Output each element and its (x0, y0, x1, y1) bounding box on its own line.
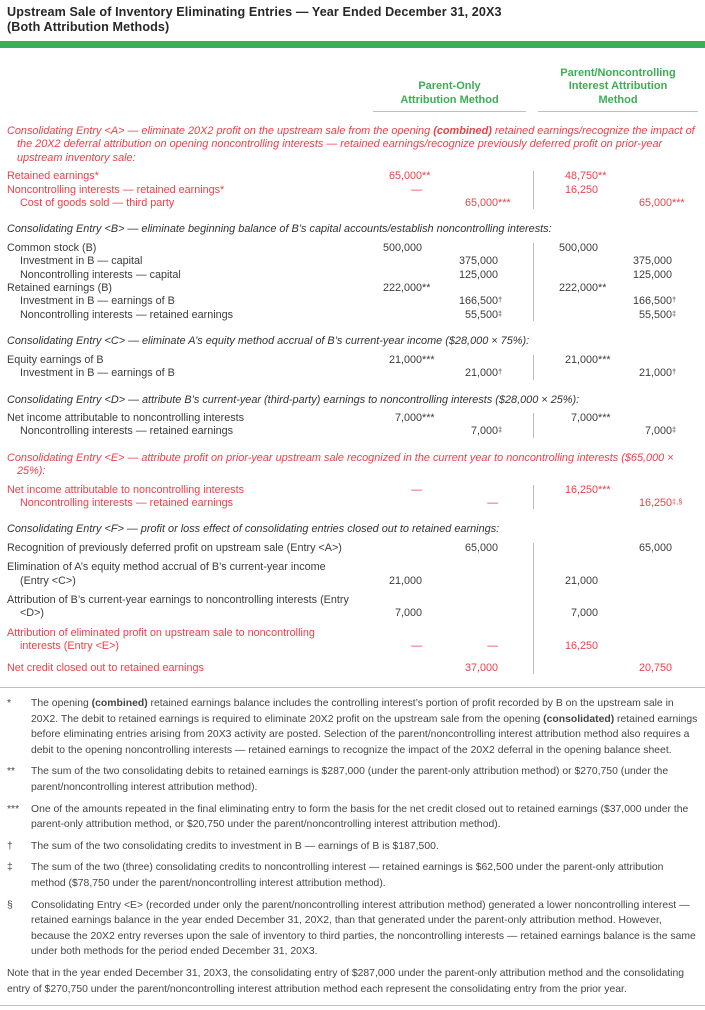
footnote-mark: † (498, 295, 503, 305)
page-title (7, 5, 698, 35)
header-line: Attribution Method (400, 93, 499, 106)
entry-row (7, 170, 698, 183)
amount-value: 166,500 † (458, 295, 503, 308)
amount-value: 7,000 *** (570, 411, 611, 424)
amount-c1 (352, 640, 422, 653)
amount-c2 (422, 197, 511, 210)
account-label: Investment in B — earnings of B (20, 295, 175, 308)
footnote-symbol: ‡ (7, 862, 13, 874)
amount-c4 (598, 269, 672, 282)
text-segment: retained earnings/recognize the impact of the 20X2 deferral attribution on opening noncontrolling interests — retained earnings/recognize previously deferred profit on prior-year upstream inventory sale: (17, 125, 695, 164)
amount-value: 7,000 (570, 607, 598, 620)
amount-value: 37,000 (464, 661, 498, 674)
entry-row (7, 594, 698, 621)
text-segment: Consolidating Entry <A> — eliminate 20X2 profit on the upstream sale from the opening (7, 125, 434, 137)
amount-c4 (598, 367, 677, 380)
amount-c2 (422, 255, 498, 268)
entry-row (7, 354, 698, 367)
header-line: Parent/Noncontrolling (560, 66, 676, 79)
entry-section-E (7, 452, 698, 511)
entry-row (7, 242, 698, 255)
entry-row (7, 197, 698, 210)
text-segment: Consolidating Entry <B> — eliminate beginning balance of B’s capital accounts/establish noncontrolling interests: (7, 223, 552, 236)
footnote-mark: *** (422, 411, 435, 424)
amount-value: 16,250 *** (564, 483, 611, 496)
amount-c1 (352, 607, 422, 620)
footnote-* (7, 696, 698, 758)
text-segment: Consolidating Entry <C> — eliminate A’s equity method accrual of B’s current-year income ($28,000 × 75%): (7, 335, 530, 348)
entry-section-B (7, 223, 698, 322)
amount-value: — (411, 640, 422, 653)
amount-c2 (422, 542, 498, 555)
footnote-** (7, 764, 698, 795)
amount-value: 65,000 *** (638, 197, 685, 210)
footnote-§ (7, 898, 698, 960)
entry-row (7, 561, 698, 588)
amount-c1 (352, 575, 422, 588)
footnote-symbol: † (7, 840, 13, 852)
account-label: Attribution of eliminated profit on upstream sale to noncontrolling interests (Entry <E>) (7, 626, 315, 653)
amount-c3 (533, 640, 598, 653)
entry-section-F (7, 523, 698, 675)
entry-section-C (7, 335, 698, 380)
entry-row (7, 282, 698, 295)
footnote-mark: ** (598, 170, 607, 183)
amount-c1 (352, 282, 431, 295)
footnote-mark: ** (598, 282, 607, 295)
account-label: Noncontrolling interests — retained earnings (20, 308, 234, 321)
amount-c1 (352, 184, 422, 197)
text-segment: Consolidating Entry <E> — attribute profit on prior-year upstream sale recognized in the current year to noncontrolling interests ($65,000 × 25%): (7, 451, 674, 478)
amount-value: 500,000 (558, 241, 598, 254)
entry-section-A (7, 125, 698, 210)
amount-c4 (598, 662, 672, 675)
entry-row (7, 425, 698, 438)
entry-row (7, 412, 698, 425)
amount-value: 48,750 ** (564, 170, 607, 183)
text-segment: (consolidated) (543, 713, 615, 725)
amount-value: 7,000 *** (394, 411, 435, 424)
amount-c2 (422, 269, 498, 282)
section-heading-C (7, 335, 698, 348)
amount-c2 (422, 367, 503, 380)
footnote-text (31, 860, 698, 891)
footnote-mark: † (672, 295, 677, 305)
account-label: Elimination of A’s equity method accrual of B’s current-year income (Entry <C>) (7, 561, 326, 587)
account-label: Equity earnings of B (7, 353, 104, 366)
amount-c3 (533, 170, 607, 183)
amount-c3 (533, 242, 598, 255)
section-heading-D (7, 394, 698, 407)
amount-c1 (352, 170, 431, 183)
header-parent-only-method (373, 80, 526, 112)
footnote-*** (7, 802, 698, 833)
text-segment: Consolidating Entry <D> — attribute B’s current-year (third-party) earnings to noncontrolling interests ($28,000 × 25%): (7, 393, 580, 406)
amount-value: 16,250 (564, 183, 598, 196)
amount-value: — (411, 183, 422, 196)
footnotes (0, 687, 705, 960)
footnote-mark: *** (498, 197, 511, 210)
footnote-mark: ** (422, 282, 431, 295)
footnote-mark: ** (422, 170, 431, 183)
entry-row (7, 309, 698, 322)
section-heading-B (7, 223, 698, 236)
amount-value: — (487, 640, 498, 653)
amount-c4 (598, 308, 677, 322)
account-label: Cost of goods sold — third party (20, 197, 175, 210)
text-segment: Consolidating Entry <E> (recorded under only the parent/noncontrolling interest attribution method) generated a lower noncontrolling interest — retained earnings balance in the year ended December 31, 20X2, than that generated under the parent-only attribution method. However, because the 20X2 entry reverses upon the sale of inventory to third parties, the noncontrolling interests — retained earnings balance is the same under both methods for the period ended December 31, 20X3. (31, 899, 696, 958)
amount-value: 166,500 † (632, 295, 677, 308)
text-segment: The sum of the two consolidating credits to investment in B — earnings of B is $187,500. (31, 840, 439, 852)
footnote-‡ (7, 860, 698, 891)
amount-value: 21,000 † (464, 367, 503, 380)
account-label: Retained earnings* (7, 170, 99, 183)
footnote-mark: ‡,§ (672, 496, 683, 506)
text-segment: (combined) (433, 125, 492, 137)
account-label: Common stock (B) (7, 241, 97, 254)
consolidating-entries (7, 125, 698, 675)
text-segment: The sum of the two consolidating debits to retained earnings is $287,000 (under the parent-only attribution method) or $270,750 (under the parent/noncontrolling interest attribution method). (31, 766, 669, 793)
account-label: Recognition of previously deferred profit on upstream sale (Entry <A>) (7, 541, 342, 554)
account-label: Net income attributable to noncontrolling interests (7, 483, 245, 496)
amount-c4 (598, 425, 677, 438)
amount-value: — (411, 483, 422, 496)
amount-c2 (422, 295, 503, 308)
footnote-mark: † (498, 367, 503, 377)
amount-c4 (598, 496, 683, 510)
amount-value: 222,000 ** (558, 282, 607, 295)
amount-c1 (352, 353, 435, 367)
section-rows (7, 242, 698, 322)
footnote-mark: *** (598, 483, 611, 496)
amount-value: 20,750 (638, 661, 672, 674)
entry-row (7, 627, 698, 654)
section-heading-E (7, 452, 698, 479)
entry-row (7, 484, 698, 497)
amount-c2 (422, 308, 503, 322)
amount-c3 (533, 575, 598, 588)
amount-value: 55,500 ‡ (638, 308, 677, 321)
account-label: Investment in B — earnings of B (20, 367, 175, 380)
page-title-line1: Upstream Sale of Inventory Eliminating Entries — Year Ended December 31, 20X3 (7, 5, 502, 19)
header-parent-nci-method (538, 67, 698, 113)
amount-c1 (352, 242, 422, 255)
amount-value: 7,000 (394, 607, 422, 620)
footnote-† (7, 839, 698, 855)
entry-row (7, 184, 698, 197)
footnote-symbol: ** (7, 766, 16, 778)
amount-value: 55,500 ‡ (464, 308, 503, 321)
amount-value: 65,000 ** (388, 170, 431, 183)
bottom-rule (0, 1005, 705, 1010)
green-divider-bar (0, 41, 705, 48)
footnote-mark: *** (422, 353, 435, 366)
amount-c2 (422, 662, 498, 675)
footnote-mark: *** (598, 353, 611, 366)
footnote-text (31, 764, 698, 795)
account-label: Retained earnings (B) (7, 282, 113, 295)
section-rows (7, 354, 698, 381)
amount-value: 125,000 (632, 268, 672, 281)
amount-c3 (533, 282, 607, 295)
amount-value: 21,000 *** (388, 353, 435, 366)
account-label: Net income attributable to noncontrolling interests (7, 411, 245, 424)
footnote-mark: ‡ (498, 425, 503, 435)
section-heading-F (7, 523, 698, 536)
amount-value: 21,000 (388, 574, 422, 587)
amount-c2 (422, 640, 498, 653)
footnote-text (31, 898, 698, 960)
amount-c3 (533, 353, 611, 367)
text-segment: (combined) (91, 698, 148, 709)
footnote-mark: ‡ (498, 308, 503, 318)
text-segment: The sum of the two (three) consolidating credits to noncontrolling interest — retained earnings is $62,500 under the parent-only attribution method ($78,750 under the parent/noncontrolling interest attribution method). (31, 862, 664, 889)
account-label: Investment in B — capital (20, 255, 143, 268)
footnote-text (31, 802, 698, 833)
account-label: Noncontrolling interests — retained earnings (20, 496, 234, 509)
amount-c1 (352, 484, 422, 497)
amount-c3 (533, 411, 611, 425)
header-line: Method (598, 93, 638, 106)
amount-c4 (598, 255, 672, 268)
amount-c2 (422, 425, 503, 438)
amount-value: 16,250 ‡,§ (638, 496, 683, 509)
amount-value: 16,250 (564, 640, 598, 653)
entry-row (7, 497, 698, 510)
entry-row (7, 269, 698, 282)
footnote-symbol: * (7, 698, 12, 709)
text-segment: Consolidating Entry <F> — profit or loss effect of consolidating entries closed out to retained earnings: (7, 523, 500, 536)
amount-c1 (352, 411, 435, 425)
footnote-mark: † (672, 367, 677, 377)
entry-row (7, 662, 698, 675)
closing-note: Note that in the year ended December 31, 20X3, the consolidating entry of $287,000 under the parent-only attribution method and the consolidating entry of $270,750 under the parent/noncontrolling interest attribution method each represent the consolidating entry from the prior year. (7, 967, 684, 995)
amount-value: 222,000 ** (382, 282, 431, 295)
section-rows (7, 542, 698, 675)
account-label: Attribution of B’s current-year earnings to noncontrolling interests (Entry <D>) (7, 593, 349, 620)
entry-row (7, 367, 698, 380)
footnote-mark: *** (672, 197, 685, 210)
amount-c3 (533, 184, 598, 197)
section-heading-A (7, 125, 698, 165)
text-segment: retained earnings before eliminating entries arising from 20X3 activity are posted. Selection of the parent/noncontrolling interest attribution method also requires a debit to the opening noncontrolling interests — retained earnings to recognize the impact of the 20X2 deferral in the opening balance sheet. (31, 713, 698, 756)
amount-value: 500,000 (382, 241, 422, 254)
amount-value: 65,000 (464, 541, 498, 554)
header-line: Parent-Only (418, 80, 481, 92)
amount-value: 7,000 ‡ (644, 425, 677, 438)
account-label: Noncontrolling interests — retained earnings* (7, 183, 225, 196)
page-title-line2: (Both Attribution Methods) (7, 20, 170, 34)
entry-row (7, 295, 698, 308)
footnote-text (31, 696, 698, 758)
amount-c4 (598, 197, 685, 210)
amount-value: 21,000 (564, 574, 598, 587)
text-segment: The opening (31, 698, 92, 709)
amount-value: 125,000 (458, 268, 498, 281)
entry-section-D (7, 394, 698, 439)
footnote-mark: *** (598, 411, 611, 424)
header-line: Interest Attribution (568, 80, 668, 92)
amount-value: 21,000 *** (564, 353, 611, 366)
footnote-symbol: *** (7, 803, 20, 815)
amount-c4 (598, 295, 677, 308)
amount-value: 21,000 † (638, 367, 677, 380)
entry-row (7, 542, 698, 555)
section-rows (7, 412, 698, 439)
section-rows (7, 170, 698, 210)
account-label: Net credit closed out to retained earnings (7, 661, 204, 674)
amount-c3 (533, 483, 611, 497)
footnote-text (31, 839, 698, 855)
amount-value: 65,000 (638, 541, 672, 554)
entry-row (7, 255, 698, 268)
account-label: Noncontrolling interests — capital (20, 268, 181, 281)
amount-value: 65,000 *** (464, 197, 511, 210)
method-column-headers (7, 52, 698, 112)
amount-value: 7,000 ‡ (470, 425, 503, 438)
amount-c2 (422, 497, 498, 510)
footnote-symbol: § (7, 899, 13, 911)
amount-value: 375,000 (632, 255, 672, 268)
text-segment: retained earnings balance includes the controlling interest’s portion of profit recorded by B on the upstream sale in 20X2. The debit to retained earnings is required to eliminate 20X2 profit on the upstream sale from the opening (31, 698, 674, 725)
footnote-mark: ‡ (672, 308, 677, 318)
amount-c4 (598, 542, 672, 555)
amount-c3 (533, 607, 598, 620)
text-segment: One of the amounts repeated in the final eliminating entry to form the basis for the net credit closed out to retained earnings ($37,000 under the parent-only attribution method, or $20,750 under the parent/noncontrolling interest attribution method). (31, 803, 689, 831)
amount-value: — (487, 496, 498, 509)
amount-value: 375,000 (458, 255, 498, 268)
footnote-mark: ‡ (672, 425, 677, 435)
section-rows (7, 484, 698, 511)
account-label: Noncontrolling interests — retained earnings (20, 425, 234, 438)
